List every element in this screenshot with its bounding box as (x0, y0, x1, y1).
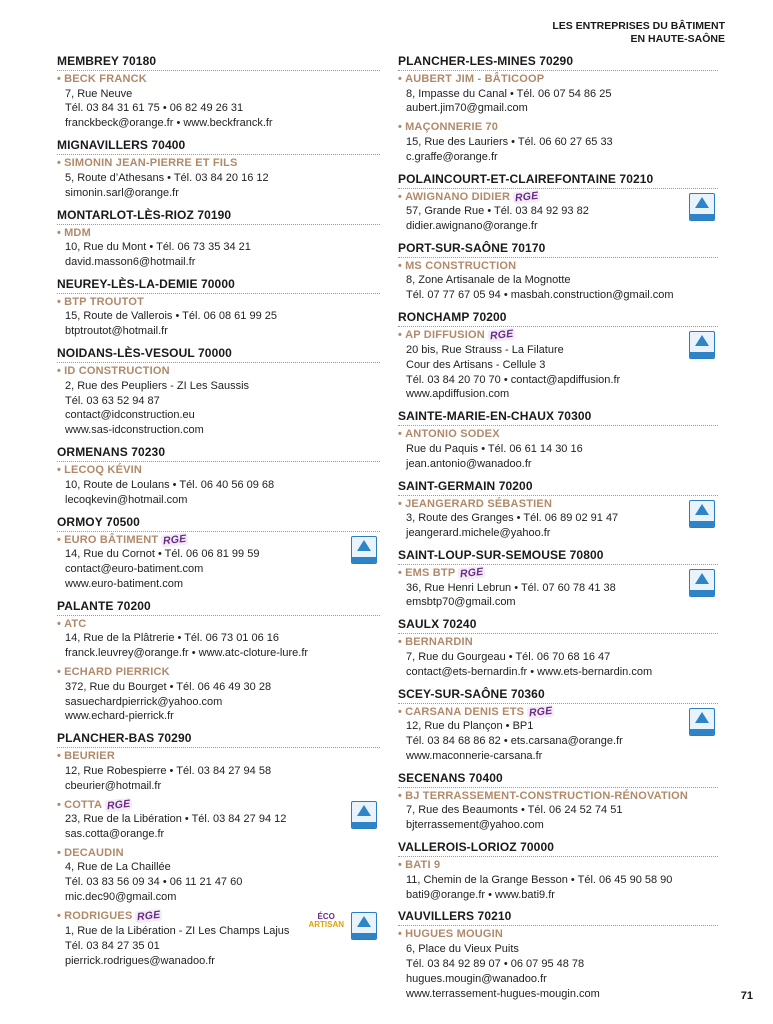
company-entry (57, 72, 380, 131)
town-heading: MONTARLOT-LÈS-RIOZ 70190 (57, 208, 380, 225)
bullet-icon: • (398, 928, 403, 941)
bullet-icon: • (398, 497, 403, 510)
contact-line[interactable]: bjterrassement@yahoo.com (406, 819, 544, 832)
rge-badge: RGE (106, 797, 132, 812)
town-heading: PORT-SUR-SAÔNE 70170 (398, 241, 718, 258)
bullet-icon: • (57, 846, 62, 859)
contact-line[interactable]: didier.awignano@orange.fr (406, 220, 538, 233)
company-name (398, 328, 718, 343)
company-name (398, 566, 718, 581)
company-name (398, 259, 718, 274)
company-entry (398, 72, 718, 116)
rge-badge: RGE (514, 189, 540, 204)
company-entry (398, 566, 718, 610)
qualibat-logo-icon (351, 536, 377, 564)
company-entry (398, 635, 718, 679)
address-line: 10, Route de Loulans • Tél. 06 40 56 09 68 (65, 478, 275, 491)
company-name (398, 789, 718, 804)
address-line: 36, Rue Henri Lebrun • Tél. 07 60 78 41 38 (406, 581, 616, 594)
page-header (552, 20, 725, 46)
company-name-text: ECHARD PIERRICK (64, 666, 170, 679)
town-heading: SAINTE-MARIE-EN-CHAUX 70300 (398, 409, 718, 426)
address-line: 3, Route des Granges • Tél. 06 89 02 91 47 (406, 512, 619, 525)
company-name (57, 463, 380, 478)
company-name (398, 635, 718, 650)
company-name (57, 226, 380, 241)
company-entry (398, 259, 718, 303)
right-column (398, 54, 718, 1002)
bullet-icon: • (57, 464, 62, 477)
bullet-icon: • (398, 259, 403, 272)
bullet-icon: • (398, 121, 403, 134)
company-name-text: MDM (64, 226, 91, 239)
contact-line[interactable]: Tél. 07 77 67 05 94 • masbah.construction@gmail.com (406, 289, 674, 302)
qualibat-logo-icon (351, 801, 377, 829)
contact-line[interactable]: www.maconnerie-carsana.fr (406, 749, 543, 762)
contact-line[interactable]: aubert.jim70@gmail.com (406, 102, 528, 115)
company-entry (57, 463, 380, 507)
company-name-text: AP DIFFUSION (405, 329, 485, 342)
company-name-text: AUBERT JIM - BÂTICOOP (405, 73, 545, 85)
address-line: Tél. 03 84 31 61 75 • 06 82 49 26 31 (65, 102, 244, 115)
address-line: 7, Rue Neuve (65, 87, 133, 100)
bullet-icon: • (398, 73, 403, 85)
bullet-icon: • (57, 226, 62, 239)
company-name (57, 295, 380, 310)
address-line: 1, Rue de la Libération - ZI Les Champs Lajus (65, 924, 290, 937)
contact-line[interactable]: www.euro-batiment.com (65, 577, 183, 590)
company-name-text: AWIGNANO DIDIER (405, 190, 511, 203)
town-heading: SAULX 70240 (398, 617, 718, 634)
address-line: 14, Rue de la Plâtrerie • Tél. 06 73 01 06 16 (65, 632, 280, 645)
town-heading: MIGNAVILLERS 70400 (57, 138, 380, 155)
town-heading: SAINT-GERMAIN 70200 (398, 479, 718, 496)
company-name-text: ANTONIO SODEX (405, 428, 500, 441)
bullet-icon: • (57, 157, 62, 170)
company-name (398, 72, 718, 87)
contact-line[interactable]: www.sas-idconstruction.com (65, 424, 204, 437)
address-line: Cour des Artisans - Cellule 3 (406, 358, 546, 371)
company-name-text: RODRIGUES (64, 910, 133, 923)
company-name-text: CARSANA DENIS ETS (405, 705, 525, 718)
address-line: 14, Rue du Cornot • Tél. 06 06 81 99 59 (65, 548, 260, 561)
contact-line[interactable]: www.echard-pierrick.fr (65, 710, 174, 723)
company-entry (57, 226, 380, 270)
bullet-icon: • (57, 295, 62, 308)
rge-badge: RGE (162, 532, 188, 547)
town-heading: SECENANS 70400 (398, 771, 718, 788)
company-entry (57, 156, 380, 200)
bullet-icon: • (398, 190, 403, 203)
town-heading: VAUVILLERS 70210 (398, 909, 718, 926)
company-name (57, 72, 380, 87)
page-number: 71 (740, 990, 753, 1002)
address-line: 8, Impasse du Canal • Tél. 06 07 54 86 25 (406, 87, 612, 100)
address-line: Tél. 03 84 92 89 07 • 06 07 95 48 78 (406, 957, 585, 970)
contact-line[interactable]: cbeurier@hotmail.fr (65, 779, 162, 792)
company-entry (398, 858, 718, 902)
company-entry (57, 749, 380, 793)
company-name-text: BECK FRANCK (64, 73, 147, 85)
address-line: Rue du Paquis • Tél. 06 61 14 30 16 (406, 442, 583, 455)
contact-line[interactable]: www.terrassement-hugues-mougin.com (406, 987, 600, 1000)
company-name-text: MS CONSTRUCTION (405, 259, 517, 272)
company-entry (57, 909, 380, 968)
town-heading: ORMOY 70500 (57, 515, 380, 532)
address-line: 6, Place du Vieux Puits (406, 942, 519, 955)
bullet-icon: • (398, 859, 403, 872)
qualibat-logo-icon (689, 708, 715, 736)
bullet-icon: • (57, 533, 62, 546)
rge-badge: RGE (136, 908, 162, 924)
town-heading: RONCHAMP 70200 (398, 310, 718, 327)
rge-badge: RGE (528, 704, 554, 719)
address-line: Tél. 03 83 56 09 34 • 06 11 21 47 60 (65, 876, 243, 889)
address-line: Tél. 03 63 52 94 87 (65, 394, 160, 407)
qualibat-logo-icon (689, 569, 715, 597)
company-name-text: JEANGERARD SÉBASTIEN (405, 497, 553, 510)
bullet-icon: • (57, 910, 62, 923)
company-entry (398, 120, 718, 164)
town-heading: SAINT-LOUP-SUR-SEMOUSE 70800 (398, 548, 718, 565)
town-heading: PLANCHER-LES-MINES 70290 (398, 54, 718, 71)
company-entry (57, 364, 380, 438)
company-name-text: EURO BÂTIMENT (64, 533, 159, 546)
qualibat-logo-icon (689, 500, 715, 528)
contact-line[interactable]: bati9@orange.fr • www.bati9.fr (406, 888, 555, 901)
eco-artisan-line-1: ÉCO (317, 912, 335, 922)
address-line: Tél. 03 84 27 35 01 (65, 939, 160, 952)
bullet-icon: • (57, 365, 62, 378)
company-entry (398, 705, 718, 764)
company-name (398, 858, 718, 873)
bullet-icon: • (398, 428, 403, 441)
header-line-1: LES ENTREPRISES DU BÂTIMENT (552, 20, 725, 32)
address-line: 15, Route de Vallerois • Tél. 06 08 61 99 25 (65, 310, 277, 323)
company-name (398, 190, 718, 205)
company-name (57, 798, 380, 813)
company-name-text: HUGUES MOUGIN (405, 928, 503, 941)
contact-line[interactable]: contact@ets-bernardin.fr • www.ets-bernardin.com (406, 665, 653, 678)
address-line: 12, Rue du Plançon • BP1 (406, 720, 534, 733)
address-line: 8, Zone Artisanale de la Mognotte (406, 274, 571, 287)
company-name-text: COTTA (64, 798, 103, 811)
company-entry (57, 295, 380, 339)
address-line: 7, Rue du Gourgeau • Tél. 06 70 68 16 47 (406, 650, 611, 663)
contact-line[interactable]: sas.cotta@orange.fr (65, 828, 165, 841)
town-heading: POLAINCOURT-ET-CLAIREFONTAINE 70210 (398, 172, 718, 189)
address-line: 57, Grande Rue • Tél. 03 84 92 93 82 (406, 205, 589, 218)
company-name-text: SIMONIN JEAN-PIERRE ET FILS (64, 157, 238, 170)
company-entry (398, 789, 718, 833)
town-heading: ORMENANS 70230 (57, 445, 380, 462)
company-name (398, 427, 718, 442)
company-name-text: ID CONSTRUCTION (64, 365, 170, 378)
contact-line[interactable]: Tél. 03 84 20 70 70 • contact@apdiffusion.fr (406, 373, 621, 386)
company-name-text: BJ TERRASSEMENT-CONSTRUCTION-RÉNOVATION (405, 789, 689, 802)
bullet-icon: • (398, 789, 403, 802)
town-heading: NEUREY-LÈS-LA-DEMIE 70000 (57, 277, 380, 294)
bullet-icon: • (57, 798, 62, 811)
company-entry (398, 190, 718, 234)
company-entry (398, 328, 718, 402)
contact-line[interactable]: david.masson6@hotmail.fr (65, 255, 196, 268)
address-line: 15, Rue des Lauriers • Tél. 06 60 27 65 33 (406, 135, 613, 148)
address-line: 4, Rue de La Chaillée (65, 861, 171, 874)
left-column (57, 54, 380, 968)
bullet-icon: • (398, 636, 403, 649)
company-entry (57, 617, 380, 661)
address-line: 10, Rue du Mont • Tél. 06 73 35 34 21 (65, 241, 251, 254)
contact-line[interactable]: jeangerard.michele@yahoo.fr (406, 527, 551, 540)
contact-line[interactable]: btptroutot@hotmail.fr (65, 325, 168, 338)
company-name-text: BTP TROUTOT (64, 295, 145, 308)
company-name-text: ATC (64, 617, 87, 630)
company-entry (57, 846, 380, 905)
contact-line[interactable]: jean.antonio@wanadoo.fr (406, 457, 532, 470)
eco-artisan-line-2: ARTISAN (308, 920, 344, 930)
town-heading: PALANTE 70200 (57, 599, 380, 616)
contact-line[interactable]: hugues.mougin@wanadoo.fr (406, 972, 547, 985)
address-line: 5, Route d’Athesans • Tél. 03 84 20 16 12 (65, 171, 269, 184)
bullet-icon: • (398, 567, 403, 579)
company-name (398, 497, 718, 512)
contact-line[interactable]: franckbeck@orange.fr • www.beckfranck.fr (65, 117, 273, 130)
company-entry (398, 497, 718, 541)
contact-line[interactable]: www.apdiffusion.com (406, 388, 510, 401)
address-line: 372, Rue du Bourget • Tél. 06 46 49 30 28 (65, 680, 272, 693)
company-name (57, 749, 380, 764)
company-entry (57, 533, 380, 592)
header-line-2: EN HAUTE-SAÔNE (630, 33, 725, 45)
contact-line[interactable]: mic.dec90@gmail.com (65, 891, 177, 904)
eco-artisan-logo-icon (308, 913, 344, 929)
contact-line[interactable]: emsbtp70@gmail.com (406, 596, 516, 609)
contact-line[interactable]: sasuechardpierrick@yahoo.com (65, 695, 223, 708)
company-name (57, 846, 380, 861)
address-line: 2, Rue des Peupliers - ZI Les Saussis (65, 379, 250, 392)
company-name (57, 533, 380, 548)
address-line: 12, Rue Robespierre • Tél. 03 84 27 94 58 (65, 764, 272, 777)
company-name (398, 120, 718, 135)
company-entry (398, 927, 718, 1001)
company-name (57, 156, 380, 171)
bullet-icon: • (57, 750, 62, 763)
bullet-icon: • (398, 705, 403, 718)
address-line: 11, Chemin de la Grange Besson • Tél. 06 45 90 58 90 (406, 873, 673, 886)
address-line: 20 bis, Rue Strauss - La Filature (406, 343, 564, 356)
company-name (57, 364, 380, 379)
company-entry (57, 798, 380, 842)
rge-badge: RGE (459, 565, 485, 581)
company-name-text: EMS BTP (405, 567, 456, 579)
contact-line[interactable]: contact@euro-batiment.com (65, 563, 204, 575)
company-name-text: DECAUDIN (64, 846, 124, 859)
company-entry (398, 427, 718, 471)
company-name (398, 705, 718, 720)
town-heading: NOIDANS-LÈS-VESOUL 70000 (57, 346, 380, 363)
bullet-icon: • (57, 73, 62, 85)
company-name (57, 665, 380, 680)
company-name-text: MAÇONNERIE 70 (405, 121, 499, 134)
qualibat-logo-icon (689, 331, 715, 359)
bullet-icon: • (398, 329, 403, 342)
contact-line[interactable]: franck.leuvrey@orange.fr • www.atc-cloture-lure.fr (65, 647, 309, 660)
town-heading: MEMBREY 70180 (57, 54, 380, 71)
address-line: 7, Rue des Beaumonts • Tél. 06 24 52 74 51 (406, 804, 623, 817)
bullet-icon: • (57, 666, 62, 679)
rge-badge: RGE (489, 328, 514, 343)
address-line: 23, Rue de la Libération • Tél. 03 84 27 94 12 (65, 813, 287, 826)
contact-line[interactable]: lecoqkevin@hotmail.com (65, 493, 188, 506)
contact-line[interactable]: c.graffe@orange.fr (406, 150, 498, 163)
company-name (398, 927, 718, 942)
contact-line[interactable]: simonin.sarl@orange.fr (65, 186, 179, 199)
company-name-text: LECOQ KÉVIN (64, 464, 143, 477)
town-heading: VALLEROIS-LORIOZ 70000 (398, 840, 718, 857)
company-name-text: BEURIER (64, 750, 115, 763)
qualibat-logo-icon (689, 193, 715, 221)
company-name-text: BATI 9 (405, 859, 441, 872)
company-name (57, 617, 380, 632)
town-heading: SCEY-SUR-SAÔNE 70360 (398, 687, 718, 704)
qualibat-logo-icon (351, 912, 377, 940)
contact-line[interactable]: Tél. 03 84 68 86 82 • ets.carsana@orange.fr (406, 735, 623, 748)
town-heading: PLANCHER-BAS 70290 (57, 731, 380, 748)
contact-line[interactable]: contact@idconstruction.eu (65, 409, 195, 422)
company-name-text: BERNARDIN (405, 636, 473, 649)
contact-line[interactable]: pierrick.rodrigues@wanadoo.fr (65, 954, 215, 967)
company-entry (57, 665, 380, 724)
bullet-icon: • (57, 617, 62, 630)
